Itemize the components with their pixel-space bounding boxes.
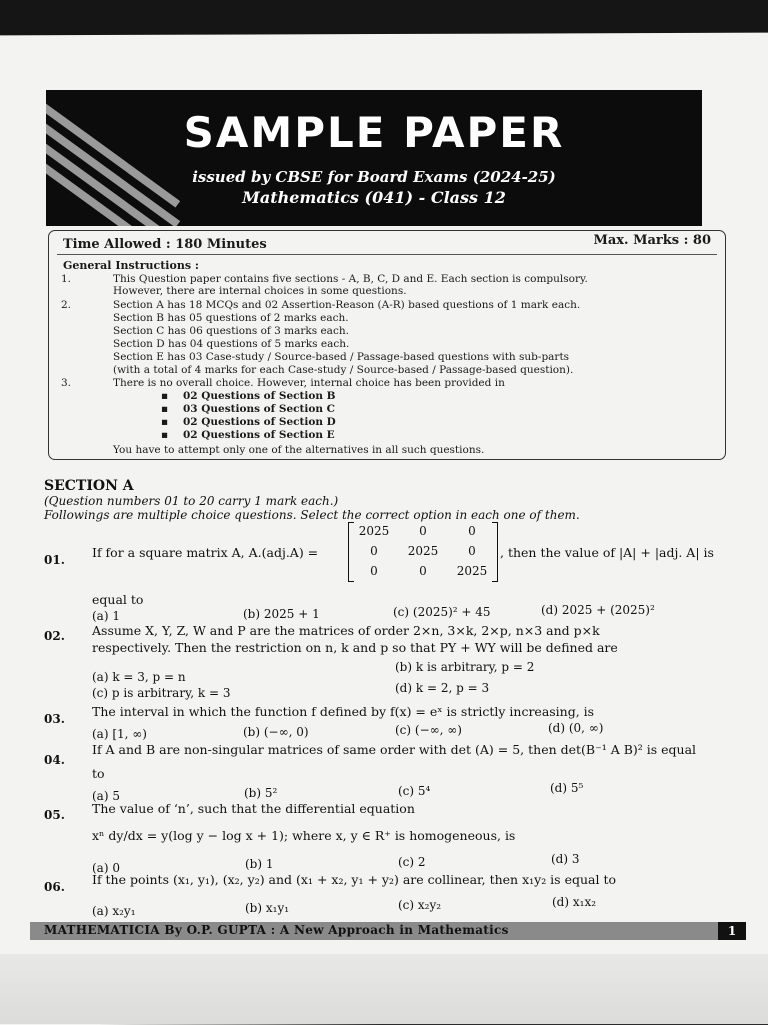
matrix-cell: 2025	[456, 564, 488, 578]
option-b: (b) 5²	[244, 786, 278, 800]
choice-bullet: ▪ 02 Questions of Section B	[183, 390, 336, 402]
footer-text: MATHEMATICIA By O.P. GUPTA : A New Approach in Mathematics	[44, 923, 509, 937]
footer-bar	[30, 922, 746, 940]
max-marks: Max. Marks : 80	[593, 233, 711, 248]
paper-bottom	[0, 954, 768, 1024]
question-text: The interval in which the function f defined by f(x) = eˣ is strictly increasing, is	[92, 704, 595, 719]
section-heading: SECTION A	[44, 478, 134, 494]
question-text: , then the value of |A| + |adj. A| is	[500, 545, 714, 560]
question-text: to	[92, 766, 105, 781]
matrix-cell: 2025	[358, 524, 390, 538]
question-text: The value of ‘n’, such that the differential equation	[92, 801, 415, 816]
question-number: 03.	[44, 712, 65, 726]
choice-bullet: ▪ 02 Questions of Section D	[183, 416, 336, 428]
matrix-cell: 0	[468, 524, 476, 538]
question-number: 02.	[44, 629, 65, 643]
question-text: Assume X, Y, Z, W and P are the matrices of order 2×n, 3×k, 2×p, n×3 and p×k	[92, 623, 600, 638]
question-text: respectively. Then the restriction on n, k and p so that PY + WY will be defined are	[92, 640, 618, 655]
instructions-box	[48, 230, 726, 460]
paper-subtitle-subject: Mathematics (041) - Class 12	[242, 188, 506, 207]
instruction-line: Section C has 06 questions of 3 marks each.	[113, 325, 349, 337]
paper-title: SAMPLE PAPER	[183, 108, 565, 157]
general-instructions-heading: General Instructions :	[63, 259, 199, 272]
question-number: 01.	[44, 553, 65, 567]
option-a: (a) k = 3, p = n	[92, 670, 186, 684]
question-text: If for a square matrix A, A.(adj.A) =	[92, 545, 319, 560]
option-a: (a) x₂y₁	[92, 904, 136, 918]
matrix-cell: 2025	[407, 544, 439, 558]
option-a: (a) 5	[92, 789, 120, 803]
instruction-line: Section E has 03 Case-study / Source-based / Passage-based questions with sub-parts	[113, 351, 570, 363]
matrix-cell: 0	[468, 544, 476, 558]
option-d: (d) k = 2, p = 3	[395, 681, 490, 695]
option-b: (b) 2025 + 1	[243, 607, 320, 621]
instruction-line: There is no overall choice. However, internal choice has been provided in	[113, 377, 505, 389]
page-number: 1	[718, 922, 746, 940]
option-a: (a) [1, ∞)	[92, 727, 147, 741]
option-b: (b) k is arbitrary, p = 2	[395, 660, 535, 674]
option-c: (c) (2025)² + 45	[393, 605, 491, 619]
time-allowed: Time Allowed : 180 Minutes	[63, 237, 267, 252]
option-d: (d) 2025 + (2025)²	[541, 603, 655, 617]
instruction-number: 1.	[61, 273, 72, 285]
matrix-cell: 0	[419, 524, 427, 538]
title-banner	[46, 90, 702, 226]
option-c: (c) p is arbitrary, k = 3	[92, 686, 231, 700]
option-c: (c) 5⁴	[398, 784, 431, 798]
option-d: (d) x₁x₂	[552, 895, 597, 909]
option-d: (d) 3	[551, 852, 580, 866]
option-d: (d) 5⁵	[550, 781, 584, 795]
question-text: xⁿ dy/dx = y(log y − log x + 1); where x, y ∈ R⁺ is homogeneous, is	[92, 828, 516, 843]
paper-subtitle-issuer: issued by CBSE for Board Exams (2024-25)	[192, 168, 556, 186]
divider	[57, 254, 717, 255]
instruction-number: 2.	[61, 299, 72, 311]
matrix	[348, 522, 498, 582]
option-c: (c) (−∞, ∞)	[395, 723, 462, 737]
instruction-line: However, there are internal choices in some questions.	[113, 285, 407, 297]
option-b: (b) (−∞, 0)	[243, 725, 309, 739]
option-c: (c) x₂y₂	[398, 898, 442, 912]
matrix-cell: 0	[370, 564, 378, 578]
instruction-line: Section D has 04 questions of 5 marks each.	[113, 338, 350, 350]
question-number: 04.	[44, 753, 65, 767]
option-a: (a) 1	[92, 609, 120, 623]
question-text: If the points (x₁, y₁), (x₂, y₂) and (x₁ + x₂, y₁ + y₂) are collinear, then x₁y₂ is equal to	[92, 872, 616, 887]
question-text: equal to	[92, 592, 144, 607]
option-b: (b) 1	[245, 857, 274, 871]
choice-bullet: ▪ 03 Questions of Section C	[183, 403, 335, 415]
option-c: (c) 2	[398, 855, 426, 869]
instruction-line: Section B has 05 questions of 2 marks each.	[113, 312, 349, 324]
choice-bullet: ▪ 02 Questions of Section E	[183, 429, 335, 441]
instruction-line: This Question paper contains five sections - A, B, C, D and E. Each section is compulsory.	[113, 273, 588, 285]
question-text: If A and B are non-singular matrices of same order with det (A) = 5, then det(B⁻¹ A B)² is equal	[92, 742, 697, 757]
question-number: 06.	[44, 880, 65, 894]
section-note: (Question numbers 01 to 20 carry 1 mark each.)	[44, 494, 339, 508]
matrix-cell: 0	[419, 564, 427, 578]
matrix-cell: 0	[370, 544, 378, 558]
option-a: (a) 0	[92, 861, 120, 875]
section-note: Followings are multiple choice questions. Select the correct option in each one of them.	[44, 508, 580, 522]
question-number: 05.	[44, 808, 65, 822]
instruction-line: (with a total of 4 marks for each Case-study / Source-based / Passage-based question).	[113, 364, 574, 376]
option-b: (b) x₁y₁	[245, 901, 290, 915]
instruction-number: 3.	[61, 377, 72, 389]
instruction-closing: You have to attempt only one of the alternatives in all such questions.	[113, 444, 485, 456]
option-d: (d) (0, ∞)	[548, 721, 604, 735]
instruction-line: Section A has 18 MCQs and 02 Assertion-Reason (A-R) based questions of 1 mark each.	[113, 299, 581, 311]
